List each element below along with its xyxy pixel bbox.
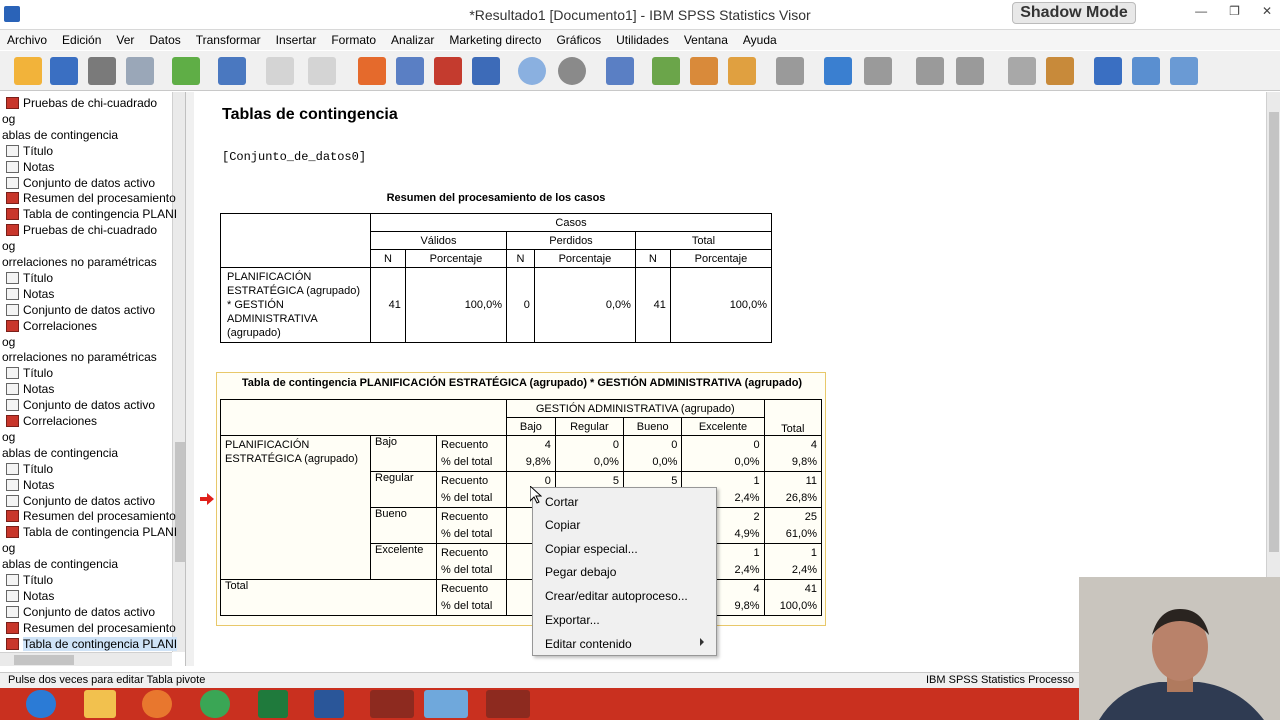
- outline-item[interactable]: [2, 334, 15, 350]
- goto-variable-icon[interactable]: [434, 57, 462, 85]
- select-output-icon[interactable]: [518, 57, 546, 85]
- outline-item[interactable]: [2, 445, 118, 461]
- context-menu-item[interactable]: Crear/editar autoproceso...: [545, 589, 688, 603]
- context-menu-item[interactable]: Pegar debajo: [545, 565, 617, 579]
- goto-data-icon[interactable]: [358, 57, 386, 85]
- print-preview-icon[interactable]: [126, 57, 154, 85]
- summary-corner-cell: [221, 214, 371, 268]
- outline-item-label: orrelaciones no paramétricas: [2, 255, 157, 269]
- crosstab-cell: 4,9%: [682, 526, 764, 544]
- summary-pct-header: Porcentaje: [405, 250, 506, 268]
- summary-cell: 0: [507, 268, 535, 343]
- collapse-minus-icon[interactable]: [956, 57, 984, 85]
- crosstab-cell: 9,8%: [507, 454, 556, 472]
- outline-item[interactable]: [2, 238, 15, 254]
- summary-cell: 100,0%: [670, 268, 771, 343]
- summary-pct-header: Porcentaje: [670, 250, 771, 268]
- summary-pct-header: Porcentaje: [534, 250, 635, 268]
- crosstab-cell: 11: [764, 472, 821, 490]
- outline-item-label: Notas: [23, 588, 55, 603]
- crosstab-cell: 0,0%: [623, 454, 681, 472]
- chrome-icon[interactable]: [200, 690, 230, 718]
- outline-item-label: Título: [23, 143, 54, 158]
- outline-item-label: Conjunto de datos activo: [23, 493, 156, 508]
- summary-row-label: PLANIFICACIÓN ESTRATÉGICA (agrupado) * GESTIÓN ADMINISTRATIVA (agrupado): [221, 268, 371, 343]
- crosstab-cell: 9,8%: [764, 454, 821, 472]
- menu-item[interactable]: Edición: [62, 33, 102, 47]
- insert-text-icon[interactable]: [728, 57, 756, 85]
- open-folder-icon[interactable]: [14, 57, 42, 85]
- menu-item[interactable]: Utilidades: [616, 33, 669, 47]
- text-item-icon: [6, 145, 19, 157]
- crosstab-column-header: Bajo: [507, 418, 556, 436]
- crosstab-row-label: Regular: [371, 472, 437, 508]
- outline-item[interactable]: [6, 477, 54, 493]
- text-item-icon: [6, 606, 19, 618]
- menu-item[interactable]: Datos: [149, 33, 181, 47]
- outline-item[interactable]: [6, 636, 177, 652]
- outline-item[interactable]: [6, 190, 176, 206]
- crosstab-stat-label: % del total: [437, 562, 507, 580]
- outline-item[interactable]: [6, 588, 54, 604]
- crosstab-cell: 5: [623, 472, 681, 490]
- outline-item[interactable]: [6, 413, 97, 429]
- firefox-icon[interactable]: [142, 690, 172, 718]
- designate-window-icon[interactable]: [606, 57, 634, 85]
- menu-item[interactable]: Marketing directo: [449, 33, 542, 47]
- insert-output-icon[interactable]: [652, 57, 680, 85]
- crosstab-cell: 4: [764, 436, 821, 454]
- excel-icon[interactable]: [258, 690, 288, 718]
- hide-icon[interactable]: [1046, 57, 1074, 85]
- context-menu-item[interactable]: Exportar...: [545, 613, 600, 627]
- outline-item[interactable]: [2, 127, 118, 143]
- crosstab-table[interactable]: [220, 399, 822, 616]
- outline-item[interactable]: [6, 318, 97, 334]
- crosstab-cell: 0,0%: [682, 454, 764, 472]
- outline-item-label: Tabla de contingencia PLANI: [23, 525, 178, 540]
- crosstab-row-label: Bajo: [371, 436, 437, 472]
- arrow-right-icon[interactable]: [864, 57, 892, 85]
- crosstab-cell: 0: [555, 436, 623, 454]
- crosstab-cell: 4: [682, 580, 764, 598]
- outline-item[interactable]: [6, 508, 176, 524]
- insert-image-icon[interactable]: [776, 57, 804, 85]
- selection-arrow-icon: [200, 493, 214, 505]
- menu-item[interactable]: Gráficos: [556, 33, 602, 47]
- crosstab-cell: 0,0%: [555, 454, 623, 472]
- outline-item-label: og: [2, 239, 16, 254]
- text-item-icon: [6, 304, 19, 316]
- outline-item[interactable]: [2, 540, 15, 556]
- crosstab-cell: 5: [555, 472, 623, 490]
- close-button[interactable]: ✕: [1261, 4, 1272, 18]
- outline-pane[interactable]: [0, 92, 186, 666]
- swap-icon[interactable]: [1170, 57, 1198, 85]
- outline-item-label: ablas de contingencia: [2, 445, 119, 460]
- pivot-table-icon: [6, 97, 19, 109]
- text-item-icon: [6, 574, 19, 586]
- outline-item-label: Conjunto de datos activo: [23, 302, 156, 317]
- pivot-layers-icon[interactable]: [1132, 57, 1160, 85]
- toolbar: [0, 51, 1280, 91]
- summary-n-header: N: [371, 250, 406, 268]
- outline-item-label: og: [2, 541, 16, 556]
- text-item-icon: [6, 383, 19, 395]
- expand-plus-icon[interactable]: [916, 57, 944, 85]
- text-item-icon: [6, 399, 19, 411]
- text-item-icon: [6, 272, 19, 284]
- outline-item-label: Título: [23, 461, 54, 476]
- crosstab-stat-label: Recuento: [437, 544, 507, 562]
- outline-item[interactable]: [6, 493, 155, 509]
- status-hint: Pulse dos veces para editar Tabla pivote: [8, 674, 206, 686]
- pivot-table-icon: [6, 510, 19, 522]
- menu-item[interactable]: Ver: [116, 33, 135, 47]
- pivot-table-icon: [6, 320, 19, 332]
- summary-cell: 41: [371, 268, 406, 343]
- context-menu-item[interactable]: Editar contenido: [545, 637, 632, 651]
- window-title: *Resultado1 [Documento1] - IBM SPSS Statistics Visor: [469, 7, 811, 23]
- internet-explorer-icon[interactable]: [26, 690, 56, 718]
- crosstab-column-header: Regular: [555, 418, 623, 436]
- outline-item-label: Notas: [23, 286, 55, 301]
- maximize-button[interactable]: ❐: [1229, 4, 1240, 18]
- show-output-icon[interactable]: [558, 57, 586, 85]
- recall-dialog-icon[interactable]: [218, 57, 246, 85]
- outline-item[interactable]: [6, 286, 54, 302]
- menu-item[interactable]: Insertar: [275, 33, 317, 47]
- outline-item-label: og: [2, 334, 16, 349]
- outline-item-label: Título: [23, 366, 54, 381]
- outline-item-label: Correlaciones: [23, 414, 98, 428]
- pivot-table-icon: [6, 638, 19, 650]
- section-title: Tablas de contingencia: [222, 106, 398, 123]
- pivot-table-icon: [6, 192, 19, 204]
- outline-item[interactable]: [6, 206, 177, 222]
- menu-item[interactable]: Transformar: [195, 33, 261, 47]
- crosstab-cell: 41: [764, 580, 821, 598]
- outline-item[interactable]: [2, 254, 157, 270]
- context-menu-item[interactable]: Cortar: [545, 495, 579, 509]
- crosstab-cell: 100,0%: [764, 598, 821, 616]
- undo-icon[interactable]: [266, 57, 294, 85]
- crosstab-cell: 25: [764, 508, 821, 526]
- summary-cell: 0,0%: [534, 268, 635, 343]
- crosstab-stat-label: % del total: [437, 598, 507, 616]
- crosstab-cell: 26,8%: [764, 490, 821, 508]
- crosstab-cell: 9,8%: [682, 598, 764, 616]
- outline-item-label: Conjunto de datos activo: [23, 398, 156, 413]
- spss-output-icon[interactable]: [424, 690, 468, 718]
- crosstab-cell: 0: [507, 472, 556, 490]
- text-item-icon: [6, 367, 19, 379]
- outline-item-label: ablas de contingencia: [2, 557, 119, 572]
- text-item-icon: [6, 288, 19, 300]
- crosstab-cell: 61,0%: [764, 526, 821, 544]
- pivot-table-icon: [6, 622, 19, 634]
- crosstab-row-label: Excelente: [371, 544, 437, 580]
- outline-item-label: Resumen del procesamiento: [23, 620, 176, 635]
- outline-item[interactable]: [6, 365, 53, 381]
- presenter-video-image: [1079, 577, 1280, 720]
- outline-item-label: Notas: [23, 382, 55, 397]
- export-icon[interactable]: [172, 57, 200, 85]
- summary-n-header: N: [507, 250, 535, 268]
- text-item-icon: [6, 479, 19, 491]
- dataset-label: [Conjunto_de_datos0]: [222, 150, 367, 164]
- spss-syntax-icon[interactable]: [486, 690, 530, 718]
- crosstab-cell: 1: [764, 544, 821, 562]
- crosstab-cell: 4: [507, 436, 556, 454]
- outline-item[interactable]: [6, 159, 54, 175]
- case-summary-table[interactable]: [220, 213, 772, 343]
- outline-item[interactable]: [2, 349, 157, 365]
- crosstab-cell: 2: [682, 508, 764, 526]
- summary-total-header: Total: [635, 232, 771, 250]
- context-menu-item[interactable]: Copiar especial...: [545, 542, 638, 556]
- text-item-icon: [6, 590, 19, 602]
- submenu-arrow-icon: [700, 638, 704, 646]
- crosstab-stat-label: Recuento: [437, 436, 507, 454]
- menu-item[interactable]: Archivo: [7, 33, 48, 47]
- word-icon[interactable]: [314, 690, 344, 718]
- outline-item-label: Resumen del procesamiento: [23, 509, 176, 524]
- outline-item-label: Notas: [23, 159, 55, 174]
- outline-item[interactable]: [2, 556, 118, 572]
- menu-item[interactable]: Analizar: [391, 33, 435, 47]
- status-processor: IBM SPSS Statistics Processo: [926, 674, 1074, 686]
- spss-data-icon[interactable]: [370, 690, 414, 718]
- text-item-icon: [6, 463, 19, 475]
- outline-item[interactable]: [6, 95, 157, 111]
- crosstab-cell: 2,4%: [682, 490, 764, 508]
- outline-vertical-scrollbar[interactable]: [172, 92, 186, 652]
- outline-item-label: Pruebas de chi-cuadrado: [23, 96, 158, 110]
- outline-item[interactable]: [2, 429, 15, 445]
- menu-item[interactable]: Ventana: [683, 33, 728, 47]
- save-icon[interactable]: [50, 57, 78, 85]
- file-explorer-icon[interactable]: [84, 690, 116, 718]
- outline-item[interactable]: [6, 461, 53, 477]
- outline-item[interactable]: [6, 222, 157, 238]
- pivot-table-icon: [6, 415, 19, 427]
- text-item-icon: [6, 177, 19, 189]
- outline-item[interactable]: [2, 111, 15, 127]
- outline-item-label: Resumen del procesamiento: [23, 191, 176, 206]
- crosstab-cell: 2,4%: [764, 562, 821, 580]
- crosstab-cell: 2,4%: [682, 562, 764, 580]
- outline-item-label: Título: [23, 270, 54, 285]
- crosstab-column-header: Bueno: [623, 418, 681, 436]
- summary-perdidos-header: Perdidos: [507, 232, 636, 250]
- summary-table-title: Resumen del procesamiento de los casos: [386, 192, 606, 204]
- pivot-table-icon: [6, 526, 19, 538]
- crosstab-cell: [764, 400, 821, 436]
- outline-item-label: orrelaciones no paramétricas: [2, 350, 157, 365]
- redo-icon[interactable]: [308, 57, 336, 85]
- outline-item[interactable]: [6, 397, 155, 413]
- crosstab-stat-label: Recuento: [437, 580, 507, 598]
- title-bar: [0, 0, 1280, 30]
- print-icon[interactable]: [88, 57, 116, 85]
- crosstab-cell: 0: [623, 436, 681, 454]
- crosstab-stat-label: % del total: [437, 454, 507, 472]
- goto-case-icon[interactable]: [396, 57, 424, 85]
- crosstab-row-label: Bueno: [371, 508, 437, 544]
- menu-bar: [0, 30, 1280, 50]
- outline-item[interactable]: [6, 524, 177, 540]
- layout-icon[interactable]: [1094, 57, 1122, 85]
- arrow-left-icon[interactable]: [824, 57, 852, 85]
- outline-item-label: Título: [23, 573, 54, 587]
- pivot-table-icon: [6, 208, 19, 220]
- shadow-mode-badge: Shadow Mode: [1012, 2, 1136, 24]
- menu-item[interactable]: Formato: [331, 33, 377, 47]
- outline-item[interactable]: [6, 270, 53, 286]
- crosstab-cell: 1: [682, 472, 764, 490]
- crosstab-stat-label: Recuento: [437, 472, 507, 490]
- outline-item[interactable]: [6, 572, 53, 588]
- outline-item-label: Conjunto de datos activo: [23, 604, 156, 619]
- outline-item-label: og: [2, 111, 16, 126]
- show-icon[interactable]: [1008, 57, 1036, 85]
- menu-item[interactable]: Ayuda: [742, 33, 777, 47]
- summary-n-header: N: [635, 250, 670, 268]
- pivot-table-icon: [6, 224, 19, 236]
- outline-item-label: Tabla de contingencia PLANI: [23, 207, 178, 222]
- crosstab-total-header: Total: [781, 423, 805, 435]
- crosstab-stat-label: % del total: [437, 526, 507, 544]
- outline-item-label: ablas de contingencia: [2, 127, 119, 142]
- crosstab-cell: 0: [682, 436, 764, 454]
- outline-item[interactable]: [6, 604, 155, 620]
- webcam-overlay: [1079, 577, 1280, 720]
- crosstab-stat-label: % del total: [437, 490, 507, 508]
- summary-validos-header: Válidos: [371, 232, 507, 250]
- crosstab-title: Tabla de contingencia PLANIFICACIÓN ESTRATÉGICA (agrupado) * GESTIÓN ADMINISTRATIVA (agrupado): [241, 377, 803, 389]
- crosstab-cell: 1: [682, 544, 764, 562]
- outline-item-label: Pruebas de chi-cuadrado: [23, 223, 158, 238]
- context-menu: [532, 487, 717, 656]
- outline-item-label: Tabla de contingencia PLANI: [23, 636, 178, 651]
- outline-item-label: Notas: [23, 477, 55, 492]
- summary-casos-header: Casos: [371, 214, 772, 232]
- variables-icon[interactable]: [472, 57, 500, 85]
- outline-item[interactable]: [6, 143, 53, 159]
- outline-item-label: og: [2, 429, 16, 444]
- summary-cell: 41: [635, 268, 670, 343]
- summary-cell: 100,0%: [405, 268, 506, 343]
- text-item-icon: [6, 161, 19, 173]
- outline-item[interactable]: [6, 381, 54, 397]
- minimize-button[interactable]: —: [1195, 4, 1208, 18]
- outline-item[interactable]: [6, 302, 155, 318]
- outline-horizontal-scrollbar[interactable]: [0, 652, 172, 666]
- pane-splitter[interactable]: [186, 92, 194, 666]
- insert-title-icon[interactable]: [690, 57, 718, 85]
- outline-item[interactable]: [6, 175, 155, 191]
- crosstab-row-variable: PLANIFICACIÓN ESTRATÉGICA (agrupado): [221, 436, 371, 580]
- outline-item-label: Correlaciones: [23, 318, 98, 333]
- outline-item-label: Conjunto de datos activo: [23, 175, 156, 190]
- crosstab-row-label: Total: [221, 580, 437, 616]
- context-menu-item[interactable]: Copiar: [545, 518, 581, 532]
- outline-item[interactable]: [6, 620, 176, 636]
- mouse-cursor-icon: [530, 486, 542, 504]
- text-item-icon: [6, 495, 19, 507]
- crosstab-column-header: Excelente: [682, 418, 764, 436]
- crosstab-corner-cell: [221, 400, 507, 436]
- crosstab-stat-label: Recuento: [437, 508, 507, 526]
- crosstab-column-variable: GESTIÓN ADMINISTRATIVA (agrupado): [507, 400, 765, 418]
